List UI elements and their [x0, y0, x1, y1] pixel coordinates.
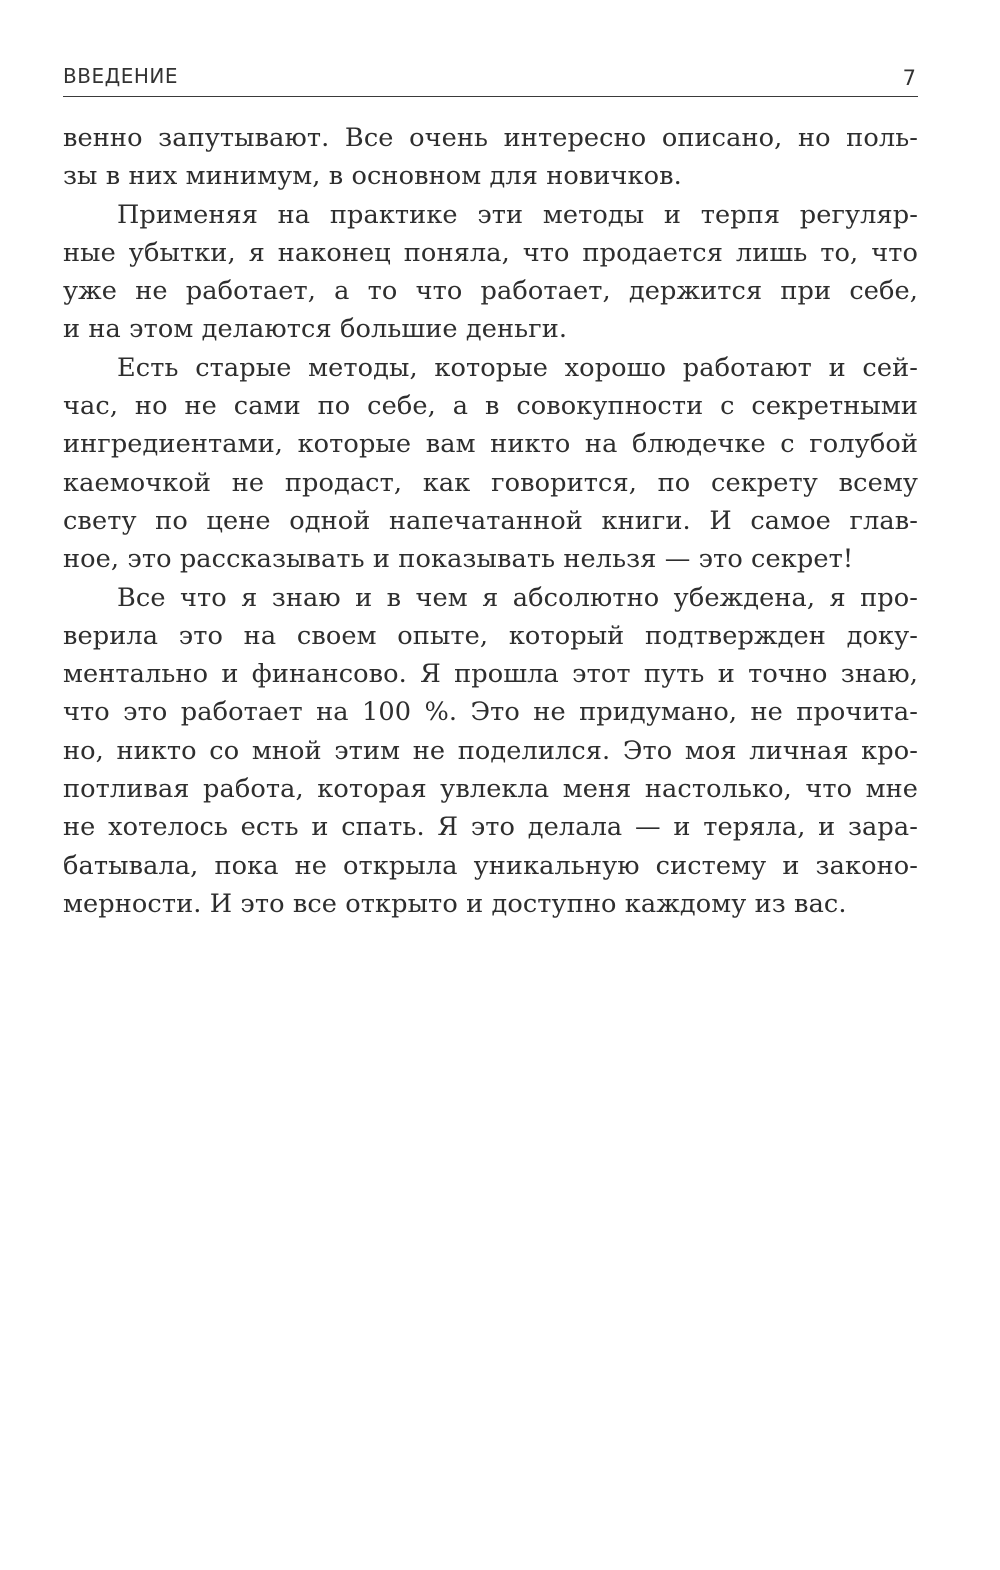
text-line: зы в них минимум, в основном для новичков.	[63, 161, 682, 192]
text-body	[63, 119, 918, 923]
text-line: каемочкой не продаст, как говорится, по секрету всему	[63, 467, 918, 498]
text-line: ные убытки, я наконец поняла, что продается лишь то, что	[63, 237, 918, 268]
text-line: что это работает на 100 %. Это не придумано, не прочита-	[63, 697, 918, 728]
paragraph-4	[63, 579, 918, 924]
text-line: но, никто со мной этим не поделился. Это моя личная кро-	[63, 735, 918, 766]
page-number: 7	[902, 66, 916, 90]
text-line: не хотелось есть и спать. Я это делала — и теряла, и зара-	[63, 812, 918, 843]
text-line: Применяя на практике эти методы и терпя регуляр-	[117, 199, 918, 230]
text-line: мерности. И это все открыто и доступно каждому из вас.	[63, 888, 847, 919]
text-line: и на этом делаются большие деньги.	[63, 314, 568, 345]
text-line: час, но не сами по себе, а в совокупности с секретными	[63, 391, 918, 422]
text-line: ное, это рассказывать и показывать нельзя — это секрет!	[63, 544, 854, 575]
text-line: свету по цене одной напечатанной книги. И самое глав-	[63, 505, 918, 536]
running-header-title: ВВЕДЕНИЕ	[63, 64, 178, 88]
text-line: ментально и финансово. Я прошла этот путь и точно знаю,	[63, 659, 918, 690]
text-line: потливая работа, которая увлекла меня настолько, что мне	[63, 774, 918, 805]
text-line: батывала, пока не открыла уникальную систему и законо-	[63, 850, 918, 881]
text-line: уже не работает, а то что работает, держится при себе,	[63, 276, 918, 307]
paragraph-2	[63, 196, 918, 349]
text-line: верила это на своем опыте, который подтвержден доку-	[63, 620, 918, 651]
text-line: Есть старые методы, которые хорошо работают и сей-	[117, 352, 918, 383]
text-line: Все что я знаю и в чем я абсолютно убеждена, я про-	[117, 582, 918, 613]
text-line: ингредиентами, которые вам никто на блюдечке с голубой	[63, 429, 918, 460]
paragraph-1	[63, 119, 918, 196]
page-header	[63, 60, 918, 97]
text-line: венно запутывают. Все очень интересно описано, но поль-	[63, 123, 918, 153]
paragraph-3	[63, 349, 918, 579]
